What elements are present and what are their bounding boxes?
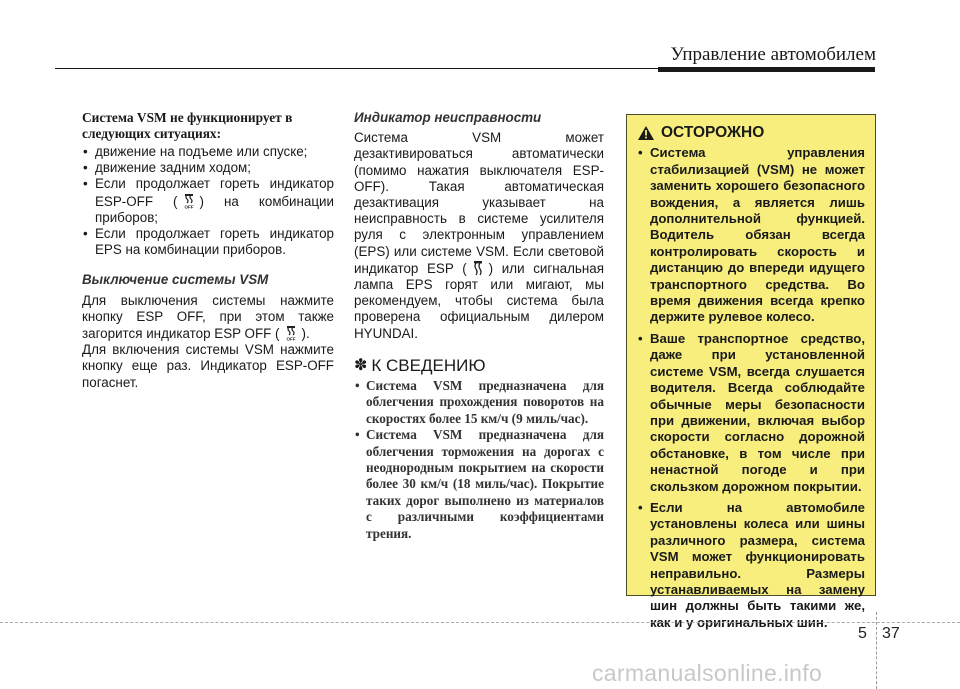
note-heading (354, 355, 604, 375)
warning-list (637, 145, 865, 631)
situations-list (82, 144, 334, 258)
warning-title: ОСТОРОЖНО (661, 124, 765, 141)
page-header-title: Управление автомобилем (670, 44, 876, 65)
vsm-on-paragraph: Для включения системы VSM нажмите кнопку еще раз. Индикатор ESP-OFF погаснет. (82, 342, 334, 390)
malfunction-paragraph (354, 130, 604, 342)
esp-off-indicator-icon (181, 193, 197, 209)
warning-item: • Ваше транспортное средство, даже при установленной системе VSM, всегда слушается водителя. Всегда соблюдайте обычные меры безопасности при движении, включая выбор скорости согласно дорожной обстановке, в том числе при ненастной погоде и при скользком дорожном покрытии. (637, 331, 865, 495)
list-item-text: Если продолжает гореть индикатор ESP-OFF ( (95, 176, 334, 209)
footer-divider (876, 612, 877, 689)
list-item (82, 144, 334, 160)
column-middle (354, 110, 604, 542)
warning-triangle-icon (637, 125, 655, 141)
intro-text: Система VSM не функционирует в следующих ситуациях: (82, 110, 293, 141)
list-item-text: движение задним ходом; (95, 160, 251, 176)
note-item: • Система VSM предназначена для облегчения торможения на дорогах с неоднородным покрытием на скорости более 30 км/ч (18 миль/час). Покрытие таких дорог выполнено из материалов с различными коэффициентами трения. (354, 427, 604, 542)
list-item-text: ) на комбинации приборов; (95, 193, 334, 225)
list-item-text: движение на подъеме или спуске; (95, 144, 308, 159)
list-item (82, 226, 334, 258)
list-item (82, 160, 334, 176)
warning-box (626, 114, 876, 630)
note-heading-text: К СВЕДЕНИЮ (371, 355, 486, 375)
paragraph-text: Система VSM может дезактивироваться автоматически (помимо нажатия выключателя ESP-OFF). Такая автоматическая дезактивация указывает на неисправность в системе усилителя руля с электронным управлением (EPS) или системе VSM. Если световой индикатор ESP ( (354, 130, 604, 276)
paragraph-text: Для выключения системы нажмите кнопку ESP OFF, при этом также загорится индикатор ESP OFF ( (82, 292, 334, 342)
paragraph-text: ) или сигнальная лампа EPS горят или мигают, мы рекомендуем, чтобы система была проверена официальным дилером HYUNDAI. (354, 260, 604, 341)
section-heading-malfunction: Индикатор неисправности (354, 110, 542, 125)
watermark: carmanualsonline.info (592, 660, 823, 686)
esp-indicator-icon (470, 260, 486, 276)
footer-rule (0, 622, 960, 623)
note-item: • Система VSM предназначена для облегчения прохождения поворотов на скоростях более 15 км/ч (9 миль/час). (354, 378, 604, 427)
warning-item: • Если на автомобиле установлены колеса или шины различного размера, система VSM может функционировать неправильно. Размеры устанавливаемых на замену шин должны быть такими же, как и у оригинальных шин. (637, 500, 865, 631)
column-left (82, 110, 334, 391)
paragraph-text: ). (301, 326, 310, 342)
warning-item: • Система управления стабилизацией (VSM) не может заменить хорошего безопасного вождения, а является лишь дополнительной функцией. Водитель обязан всегда контролировать скорость и дистанцию до впереди идущего транспортного средства. Во время движения всегда крепко держите рулевое колесо. (637, 145, 865, 325)
svg-text:OFF: OFF (286, 336, 295, 342)
vsm-off-paragraph (82, 293, 334, 343)
section-heading-vsm-off: Выключение системы VSM (82, 272, 269, 288)
chapter-number: 5 (858, 625, 867, 642)
esp-off-indicator-icon (283, 325, 299, 341)
list-item-text: Если продолжает гореть индикатор EPS на комбинации приборов. (95, 226, 334, 258)
page-number: 37 (882, 625, 900, 642)
svg-text:OFF: OFF (184, 204, 194, 209)
notes-list (354, 378, 604, 542)
note-mark-icon: ✽ (354, 356, 368, 374)
list-item (82, 176, 334, 226)
warning-heading (637, 125, 865, 141)
header-bar (658, 67, 875, 72)
